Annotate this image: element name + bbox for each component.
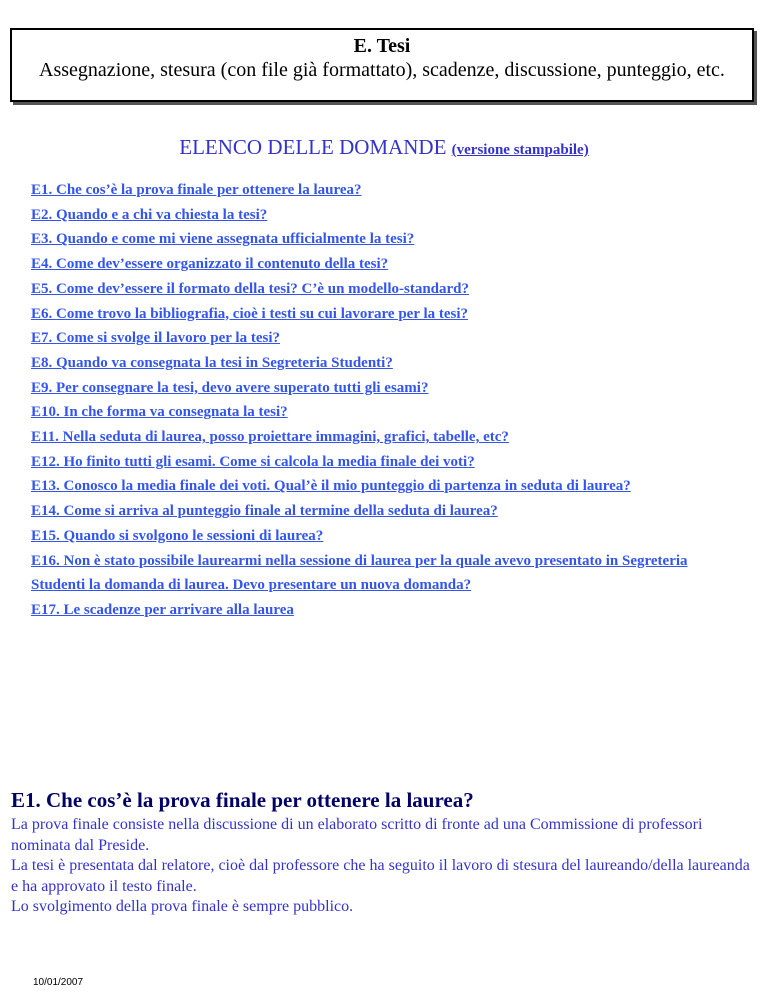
question-link-e3[interactable]: E3. Quando e come mi viene assegnata ufficialmente la tesi?: [31, 231, 415, 248]
list-item: [31, 376, 743, 401]
section-e1-title: E1. Che cos’è la prova finale per ottenere la laurea?: [11, 788, 474, 812]
question-link-e16[interactable]: E16. Non è stato possibile laurearmi nella sessione di laurea per la quale avevo presentato in Segreteria Studenti la domanda di laurea. Devo presentare un nuova domanda?: [31, 552, 688, 594]
section-e1: [11, 785, 751, 918]
list-item: [31, 499, 743, 524]
list-item: [31, 351, 743, 376]
questions-heading: [0, 135, 768, 160]
list-item: [31, 549, 743, 598]
question-link-e11[interactable]: E11. Nella seduta di laurea, posso proiettare immagini, grafici, tabelle, etc?: [31, 429, 509, 446]
list-item: [31, 178, 743, 203]
section-e1-paragraph: La tesi è presentata dal relatore, cioè dal professore che ha seguito il lavoro di stesura del laureando/della laureanda e ha approvato il testo finale.: [11, 857, 750, 895]
question-link-e10[interactable]: E10. In che forma va consegnata la tesi?: [31, 404, 288, 421]
question-link-e12[interactable]: E12. Ho finito tutti gli esami. Come si calcola la media finale dei voti?: [31, 453, 475, 470]
list-item: [31, 425, 743, 450]
list-item: [31, 450, 743, 475]
list-item: [31, 326, 743, 351]
list-item: [31, 302, 743, 327]
question-link-e15[interactable]: E15. Quando si svolgono le sessioni di laurea?: [31, 527, 324, 544]
question-link-e2[interactable]: E2. Quando e a chi va chiesta la tesi?: [31, 206, 268, 223]
list-item: [31, 203, 743, 228]
list-item: [31, 252, 743, 277]
question-link-e9[interactable]: E9. Per consegnare la tesi, devo avere superato tutti gli esami?: [31, 379, 429, 396]
list-item: [31, 598, 743, 623]
questions-list: [31, 178, 743, 623]
question-link-e4[interactable]: E4. Come dev’essere organizzato il contenuto della tesi?: [31, 256, 389, 273]
footer-date: 10/01/2007: [33, 977, 84, 988]
list-item: [31, 474, 743, 499]
question-link-e14[interactable]: E14. Come si arriva al punteggio finale al termine della seduta di laurea?: [31, 503, 498, 520]
questions-heading-title: ELENCO DELLE DOMANDE: [179, 135, 447, 159]
section-e1-paragraph: La prova finale consiste nella discussione di un elaborato scritto di fronte ad una Commissione di professori nominata dal Preside.: [11, 816, 703, 854]
printable-version-link[interactable]: (versione stampabile): [451, 142, 589, 158]
page-title: E. Tesi: [353, 35, 411, 57]
question-link-e13[interactable]: E13. Conosco la media finale dei voti. Qual’è il mio punteggio di partenza in seduta di laurea?: [31, 478, 631, 495]
question-link-e5[interactable]: E5. Come dev’essere il formato della tesi? C’è un modello-standard?: [31, 280, 470, 297]
list-item: [31, 277, 743, 302]
title-box: [10, 28, 754, 102]
question-link-e6[interactable]: E6. Come trovo la bibliografia, cioè i testi su cui lavorare per la tesi?: [31, 305, 469, 322]
question-link-e8[interactable]: E8. Quando va consegnata la tesi in Segreteria Studenti?: [31, 354, 393, 371]
list-item: [31, 227, 743, 252]
question-link-e17[interactable]: E17. Le scadenze per arrivare alla laurea: [31, 601, 294, 618]
page-subtitle: Assegnazione, stesura (con file già formattato), scadenze, discussione, punteggio, etc.: [39, 59, 725, 81]
list-item: [31, 400, 743, 425]
question-link-e7[interactable]: E7. Come si svolge il lavoro per la tesi?: [31, 330, 281, 347]
list-item: [31, 524, 743, 549]
section-e1-paragraph: Lo svolgimento della prova finale è sempre pubblico.: [11, 898, 354, 915]
question-link-e1[interactable]: E1. Che cos’è la prova finale per ottenere la laurea?: [31, 182, 362, 198]
